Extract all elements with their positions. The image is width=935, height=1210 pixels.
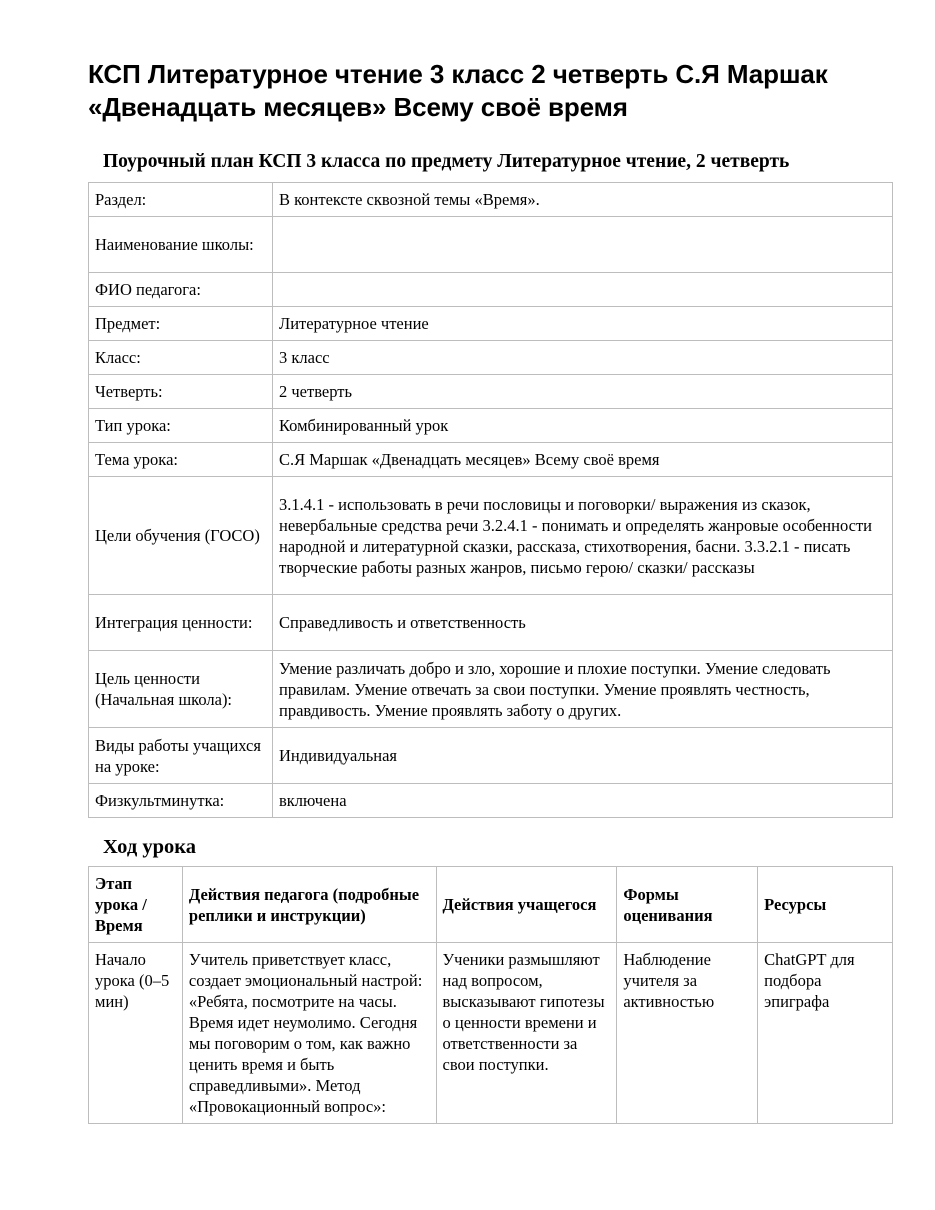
column-header-resources: Ресурсы: [758, 867, 893, 943]
info-value: [273, 217, 893, 273]
info-value: 3 класс: [273, 341, 893, 375]
info-key: Наименование школы:: [89, 217, 273, 273]
table-row: [89, 595, 893, 651]
info-key: Класс:: [89, 341, 273, 375]
assessment-cell: Наблюдение учителя за активностью: [617, 943, 758, 1124]
info-key: Раздел:: [89, 183, 273, 217]
info-key: Четверть:: [89, 375, 273, 409]
info-value: [273, 273, 893, 307]
info-key: Предмет:: [89, 307, 273, 341]
info-value: Справедливость и ответственность: [273, 595, 893, 651]
table-row: [89, 375, 893, 409]
lesson-progress-heading: Ход урока: [103, 836, 196, 858]
lesson-progress-table: [88, 866, 893, 1124]
info-value: Умение различать добро и зло, хорошие и плохие поступки. Умение следовать правилам. Умение отвечать за свои поступки. Умение проявлять честность, правдивость. Умение проявлять заботу о других.: [273, 651, 893, 728]
info-value: Литературное чтение: [273, 307, 893, 341]
resources-cell: ChatGPT для подбора эпиграфа: [758, 943, 893, 1124]
table-row: [89, 728, 893, 784]
info-key: Цель ценности (Начальная школа):: [89, 651, 273, 728]
table-row: [89, 217, 893, 273]
info-value: 3.1.4.1 - использовать в речи пословицы и поговорки/ выражения из сказок, невербальные средства речи 3.2.4.1 - понимать и определять жанровые особенности народной и литературной сказки, рассказа, стихотворения, басни. 3.3.2.1 - писать творческие работы разных жанров, письмо герою/ сказки/ рассказы: [273, 477, 893, 595]
table-row: [89, 273, 893, 307]
info-key: Интеграция ценности:: [89, 595, 273, 651]
teacher-actions-cell: Учитель приветствует класс, создает эмоциональный настрой: «Ребята, посмотрите на часы. Время идет неумолимо. Сегодня мы поговорим о том, как важно ценить время и быть справедливыми». Метод «Провокационный вопрос»:: [182, 943, 436, 1124]
table-header-row: [89, 867, 893, 943]
column-header-teacher-actions: Действия педагога (подробные реплики и инструкции): [182, 867, 436, 943]
table-row: [89, 784, 893, 818]
info-key: Тема урока:: [89, 443, 273, 477]
lesson-info-table: [88, 182, 893, 818]
table-row: [89, 651, 893, 728]
info-value: 2 четверть: [273, 375, 893, 409]
table-row: [89, 307, 893, 341]
info-key: Физкультминутка:: [89, 784, 273, 818]
info-key: ФИО педагога:: [89, 273, 273, 307]
plan-subtitle: Поурочный план КСП 3 класса по предмету Литературное чтение, 2 четверть: [103, 151, 790, 172]
info-value: включена: [273, 784, 893, 818]
info-key: Тип урока:: [89, 409, 273, 443]
table-row: [89, 477, 893, 595]
table-row: [89, 409, 893, 443]
table-row: [89, 341, 893, 375]
column-header-stage: Этап урока / Время: [89, 867, 183, 943]
table-row: [89, 443, 893, 477]
info-value: Комбинированный урок: [273, 409, 893, 443]
lesson-stage-cell: Начало урока (0–5 мин): [89, 943, 183, 1124]
student-actions-cell: Ученики размышляют над вопросом, высказывают гипотезы о ценности времени и ответственности за свои поступки.: [436, 943, 617, 1124]
info-value: В контексте сквозной темы «Время».: [273, 183, 893, 217]
document-page: [88, 58, 893, 1124]
column-header-student-actions: Действия учащегося: [436, 867, 617, 943]
info-value: Индивидуальная: [273, 728, 893, 784]
table-row: [89, 943, 893, 1124]
document-title: КСП Литературное чтение 3 класс 2 четверть С.Я Маршак «Двенадцать месяцев» Всему своё время: [88, 59, 828, 122]
info-value: С.Я Маршак «Двенадцать месяцев» Всему своё время: [273, 443, 893, 477]
column-header-assessment: Формы оценивания: [617, 867, 758, 943]
table-row: [89, 183, 893, 217]
info-key: Цели обучения (ГОСО): [89, 477, 273, 595]
info-key: Виды работы учащихся на уроке:: [89, 728, 273, 784]
